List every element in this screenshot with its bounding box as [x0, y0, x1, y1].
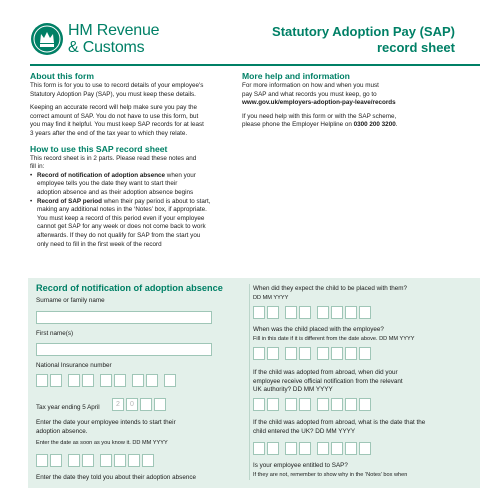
org-name-line2: & Customs	[68, 39, 145, 56]
told-label: Enter the date they told you about their adoption absence	[36, 474, 196, 481]
firstname-label: First name(s)	[36, 330, 74, 337]
howto-list	[30, 172, 262, 249]
char-box[interactable]	[345, 398, 357, 411]
about-heading: About this form	[30, 71, 94, 81]
char-box[interactable]	[142, 454, 154, 467]
char-box[interactable]	[345, 347, 357, 360]
left-column	[30, 71, 262, 249]
firstname-field[interactable]	[36, 343, 212, 356]
char-box[interactable]	[267, 442, 279, 455]
entered-label	[253, 419, 425, 436]
char-box[interactable]	[299, 306, 311, 319]
abroad-hint: UK authority? DD MM YYYY	[253, 386, 333, 394]
char-box[interactable]	[317, 398, 329, 411]
text-line: pay SAP and what records you must keep, go to	[242, 90, 377, 98]
expect-date-field[interactable]	[253, 306, 373, 319]
help-paragraph-1	[242, 82, 472, 108]
char-box[interactable]	[82, 374, 94, 387]
form-column-divider	[249, 284, 250, 480]
char-box[interactable]	[317, 442, 329, 455]
char-box[interactable]	[345, 442, 357, 455]
char-box[interactable]	[132, 374, 144, 387]
text-line: cannot get SAP for any week or does not come back to work	[37, 223, 206, 231]
taxyear-label: Tax year ending 5 April	[36, 404, 100, 411]
about-paragraph-1	[30, 82, 262, 99]
list-item	[30, 198, 262, 250]
char-box[interactable]	[100, 454, 112, 467]
right-column	[242, 71, 472, 130]
placed-hint: Fill in this date if it is different from the date above. DD MM YYYY	[253, 336, 415, 342]
text-line: You must keep a record of this period even if your employee	[37, 214, 205, 222]
abroad-label	[253, 369, 403, 395]
text-line: making any additional notes in the ‘Notes’ box, if appropriate.	[37, 206, 207, 214]
intend-hint: Enter the date as soon as you know it. DD MM YYYY	[36, 440, 168, 446]
char-box[interactable]	[114, 374, 126, 387]
char-box[interactable]	[331, 347, 343, 360]
char-box[interactable]	[68, 454, 80, 467]
char-box[interactable]	[299, 398, 311, 411]
bullet-text: when their pay period is about to start,	[101, 197, 211, 205]
char-box[interactable]	[359, 398, 371, 411]
bullet-bold: Record of notification of adoption absence	[37, 171, 166, 179]
char-box[interactable]	[331, 442, 343, 455]
bullet-text: when your	[165, 171, 196, 179]
char-box[interactable]	[100, 374, 112, 387]
document-title-line1: Statutory Adoption Pay (SAP)	[272, 24, 455, 39]
char-box[interactable]	[114, 454, 126, 467]
text-line: For more information on how and when you must	[242, 82, 379, 89]
char-box[interactable]	[36, 374, 48, 387]
text-line: This form is for you to use to record details of your employee's	[30, 82, 204, 89]
text-line: you may find it helpful. You must keep SAP records for at least	[30, 121, 204, 129]
about-paragraph-2	[30, 104, 262, 138]
list-item	[30, 172, 262, 198]
header-divider	[30, 64, 480, 66]
text-line: employee receive official notification from the relevant	[253, 377, 403, 385]
bullet-bold: Record of SAP period	[37, 197, 102, 205]
char-box[interactable]	[317, 306, 329, 319]
placed-label: When was the child placed with the employee?	[253, 326, 384, 333]
char-box[interactable]	[345, 306, 357, 319]
char-box[interactable]	[285, 398, 297, 411]
text-line: Enter the date your employee intends to start their	[36, 419, 176, 426]
char-box[interactable]: 2	[112, 398, 124, 411]
howto-heading: How to use this SAP record sheet	[30, 143, 168, 154]
text-line: fill in:	[30, 163, 45, 171]
char-box[interactable]	[68, 374, 80, 387]
document-title	[272, 24, 455, 56]
text-line: If you need help with this form or with the SAP scheme,	[242, 112, 397, 120]
text-line: correct amount of SAP. You do not have to use this form, but	[30, 112, 199, 120]
text-line: child entered the UK? DD MM YYYY	[253, 427, 356, 435]
surname-field[interactable]	[36, 311, 212, 324]
nino-field[interactable]	[36, 374, 178, 387]
char-box[interactable]	[82, 454, 94, 467]
text-line: 3 years after the end of the tax year to which they relate.	[30, 129, 188, 137]
help-url-link[interactable]: www.gov.uk/employers-adoption-pay-leave/records	[242, 99, 396, 107]
entitled-hint: If they are not, remember to show why in the ‘Notes’ box when	[253, 472, 408, 478]
helpline-phone: 0300 200 3200	[353, 121, 396, 129]
char-box[interactable]	[285, 347, 297, 360]
char-box[interactable]	[359, 347, 371, 360]
entered-date-field[interactable]	[253, 442, 373, 455]
char-box[interactable]	[299, 347, 311, 360]
text-line: This record sheet is in 2 parts. Please read these notes and	[30, 154, 197, 162]
text-line: If the child was adopted from abroad, what is the date that the	[253, 419, 426, 426]
char-box[interactable]	[317, 347, 329, 360]
placed-date-field[interactable]	[253, 347, 373, 360]
char-box[interactable]	[128, 454, 140, 467]
char-box[interactable]	[253, 306, 265, 319]
char-box[interactable]	[36, 454, 48, 467]
char-box[interactable]	[253, 347, 265, 360]
taxyear-field[interactable]	[112, 398, 168, 411]
text-line: please phone the Employer Helpline on	[242, 121, 354, 129]
char-box[interactable]	[146, 374, 158, 387]
char-box[interactable]	[299, 442, 311, 455]
text-line: .	[395, 121, 398, 129]
abroad-date-field[interactable]	[253, 398, 373, 411]
document-title-line2: record sheet	[376, 40, 455, 55]
text-line: employee tells you the date they want to start their	[37, 180, 178, 188]
text-line: Statutory Adoption Pay (SAP), you must keep these details.	[30, 90, 196, 98]
text-line: adoption absence.	[36, 427, 88, 435]
howto-intro	[30, 155, 262, 172]
char-box[interactable]	[331, 306, 343, 319]
surname-label: Surname or family name	[36, 297, 105, 304]
text-line: adoption absence and as their adoption absence begins	[37, 188, 194, 196]
text-line: If the child was adopted from abroad, when did your	[253, 369, 398, 376]
char-box[interactable]	[253, 398, 265, 411]
entitled-label: Is your employee entitled to SAP?	[253, 462, 348, 469]
char-box[interactable]	[285, 306, 297, 319]
char-box[interactable]	[50, 374, 62, 387]
org-name-line1: HM Revenue	[68, 22, 160, 39]
help-heading: More help and information	[242, 71, 350, 81]
char-box[interactable]	[164, 374, 176, 387]
form-title: Record of notification of adoption absence	[36, 283, 223, 293]
text-line: only need to fill in the first week of the record	[37, 240, 162, 248]
char-box[interactable]	[359, 442, 371, 455]
intend-date-field[interactable]	[36, 454, 156, 467]
char-box[interactable]	[140, 398, 152, 411]
char-box[interactable]	[331, 398, 343, 411]
help-paragraph-2	[242, 113, 472, 130]
char-box[interactable]	[359, 306, 371, 319]
org-name	[68, 22, 159, 56]
crown-crest-icon	[30, 22, 64, 56]
intend-label	[36, 419, 176, 436]
char-box[interactable]: 0	[126, 398, 138, 411]
char-box[interactable]	[285, 442, 297, 455]
text-line: Keeping an accurate record will help make sure you pay the	[30, 104, 197, 112]
char-box[interactable]	[50, 454, 62, 467]
expect-label: When did they expect the child to be placed with them?	[253, 285, 408, 292]
expect-hint: DD MM YYYY	[253, 295, 289, 301]
text-line: afterwards. If they do not qualify for SAP from the start you	[37, 231, 201, 239]
nino-label: National Insurance number	[36, 362, 112, 369]
char-box[interactable]	[267, 306, 279, 319]
char-box[interactable]	[267, 347, 279, 360]
char-box[interactable]	[267, 398, 279, 411]
char-box[interactable]	[253, 442, 265, 455]
char-box[interactable]	[154, 398, 166, 411]
